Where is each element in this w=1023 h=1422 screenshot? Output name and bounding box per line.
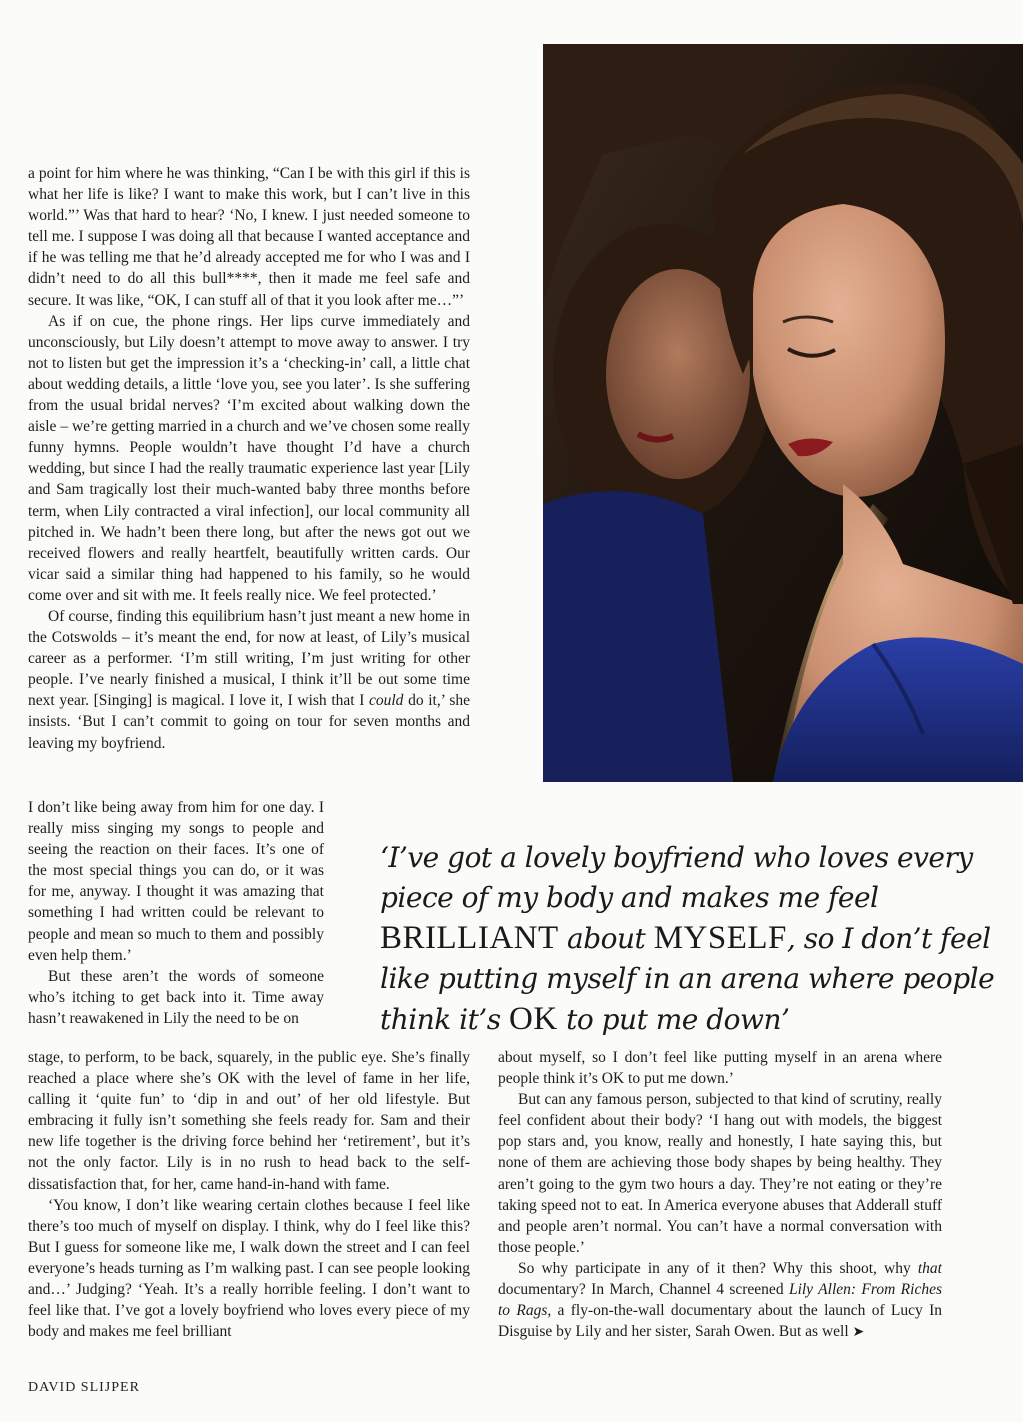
pull-quote-caps: MYSELF [653, 920, 787, 956]
paragraph [498, 1258, 942, 1343]
paragraph: But these aren’t the words of someone who’s itching to get back into it. Time away hasn’t reawakened in Lily the need to be on [28, 967, 324, 1027]
paragraph: about myself, so I don’t feel like putting myself in an arena where people think it’s OK to put me down.’ [498, 1049, 942, 1088]
arrow-right-icon: ➤ [852, 1324, 865, 1341]
portrait-illustration [543, 44, 1023, 782]
emphasis-text: that [917, 1259, 942, 1277]
paragraph-text: documentary? In March, Channel 4 screened [498, 1281, 789, 1299]
paragraph: ‘You know, I don’t like wearing certain clothes because I feel like there’s too much of myself on display. I think, why do I feel like this? But I guess for someone like me, I walk down the street and I can feel everyone’s heads turning as I’m walking past. I can see people looking and…’ Judging? ‘Yeah. It’s a really horrible feeling. I don’t want to feel like that. I’ve got a lovely boyfriend who loves every piece of my body and makes me feel brilliant [28, 1196, 470, 1341]
pull-quote [380, 838, 1010, 1040]
portrait-photo [543, 44, 1023, 782]
paragraph-text: So why participate in any of it then? Why this shoot, why [518, 1259, 918, 1277]
pull-quote-text: about [558, 922, 654, 955]
paragraph [28, 606, 470, 754]
emphasis-text: Lily Allen: From Riches to Rags [498, 1281, 942, 1320]
emphasis-text: could [369, 692, 404, 710]
pull-quote-text: , so I don’t feel like putting myself in an arena where people think it’s [380, 922, 995, 1036]
paragraph-text: do it,’ she insists. ‘But I can’t commit to going on tour for seven months and leaving my boyfriend. [28, 692, 470, 752]
pull-quote-caps: BRILLIANT [380, 920, 559, 956]
article-column-left-top [28, 163, 470, 754]
paragraph: I don’t like being away from him for one day. I really miss singing my songs to people and seeing the reaction on their faces. It’s one of the most special things you can do, or it was for me, anyway. I thought it was amazing that something I had written could be relevant to people and mean so much to them and possibly even help them.’ [28, 799, 324, 964]
article-column-left-mid [28, 797, 324, 1029]
pull-quote-text: ‘I’ve got a lovely boyfriend who loves every piece of my body and makes me feel [380, 841, 973, 914]
pull-quote-text: to put me down’ [557, 1003, 790, 1036]
pull-quote-caps: OK [509, 1001, 558, 1037]
paragraph: As if on cue, the phone rings. Her lips curve immediately and unconsciously, but Lily doesn’t attempt to move away to answer. I try not to listen but get the impression it’s a ‘checking-in’ call, a little chat about wedding details, a little ‘love you, see you later’. Is she suffering from the usual bridal nerves? ‘I’m excited about walking down the aisle – we’re getting married in a church and we’ve chosen some really funny hymns. People wouldn’t have thought I’d have a church wedding, but since I had the really traumatic experience last year [Lily and Sam tragically lost their much-wanted baby three months before term, when Lily contracted a viral infection], our local community all pitched in. We hadn’t been there long, but after the news got out we received flowers and really heartfelt, beautifully written cards. Our vicar said a similar thing had happened to his family, so he would come over and sit with me. It feels really nice. We feel protected.’ [28, 312, 470, 604]
paragraph: a point for him where he was thinking, “Can I be with this girl if this is what her life is like? I want to make this work, but I can’t live in this world.”’ Was that hard to hear? ‘No, I knew. I just needed someone to tell me. I suppose I was doing all that because I wanted acceptance and if he was telling me that he’d already accepted me for who I was and I didn’t need to do all this bull****, then it made me feel safe and secure. It was like, “OK, I can stuff all of that it you look after me…”’ [28, 165, 470, 309]
paragraph-text: Of course, finding this equilibrium hasn’t just meant a new home in the Cotswolds – it’s meant the end, for now at least, of Lily’s musical career as a performer. ‘I’m still writing, I’m just writing for other people. I’ve nearly finished a musical, I think it’ll be out some time next year. [Singing] is magical. I love it, I wish that I [28, 607, 470, 710]
paragraph-text: , a fly-on-the-wall documentary about the launch of Lucy In Disguise by Lily and her sister, Sarah Owen. But as well [498, 1302, 942, 1341]
article-column-right [498, 1047, 942, 1343]
paragraph: But can any famous person, subjected to that kind of scrutiny, really feel confident about their body? ‘I hang out with models, the biggest pop stars and, you know, really and honestly, I hate saying this, but none of them are achieving those body shapes by being healthy. They aren’t going to the gym two hours a day. They’re not eating or they’re taking speed not to eat. In America everyone abuses that Adderall stuff and people aren’t normal. You can’t have a normal conversation with those people.’ [498, 1091, 942, 1256]
photo-credit: DAVID SLIJPER [28, 1380, 140, 1395]
paragraph: stage, to perform, to be back, squarely, in the public eye. She’s finally reached a place where she’s OK with the level of fame in her life, calling it ‘quite fun’ to ‘dip in and out’ of her old lifestyle. But embracing it fully isn’t something she feels ready for. Sam and their new life together is the driving force behind her ‘retirement’, but it’s not the only factor. Lily is in no rush to head back to the self-dissatisfaction that, for her, came hand-in-hand with fame. [28, 1049, 470, 1193]
article-column-left-bottom [28, 1047, 470, 1342]
